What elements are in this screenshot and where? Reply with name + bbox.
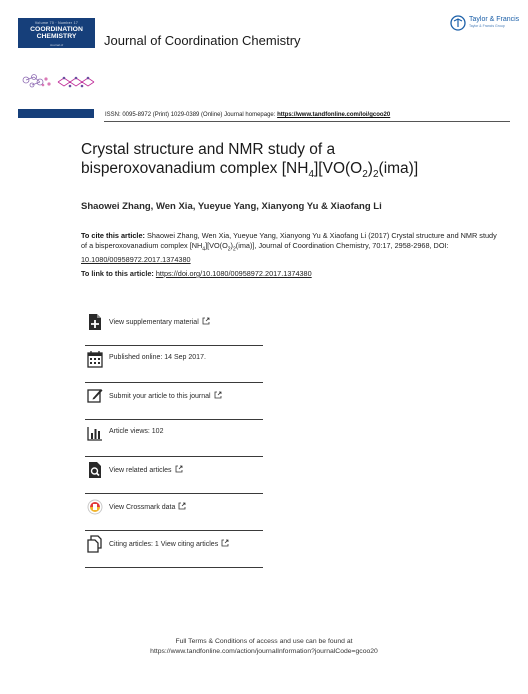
footer-terms-link[interactable]: https://www.tandfonline.com/action/journalInformation?journalCode=gcoo20 <box>150 647 378 655</box>
article-url-link[interactable]: https://doi.org/10.1080/00958972.2017.1374380 <box>155 269 312 278</box>
taylor-francis-logo-icon <box>450 15 466 31</box>
external-link-icon <box>175 465 183 473</box>
citing-articles-icon <box>87 535 103 553</box>
citation-block <box>81 231 501 264</box>
title-sub-2a: 2 <box>362 168 368 180</box>
title-text-d: (ima)] <box>378 159 419 177</box>
article-authors: Shaowei Zhang, Wen Xia, Yueyue Yang, Xianyong Yu & Xiaofang Li <box>81 201 382 212</box>
external-link-icon <box>214 391 222 399</box>
cover-journal-name: COORDINATION CHEMISTRY <box>30 26 83 40</box>
publisher-logo[interactable] <box>450 15 520 33</box>
article-actions-list <box>85 309 263 568</box>
link-to-article <box>81 269 312 278</box>
action-submit-article[interactable] <box>85 383 263 420</box>
supplementary-icon <box>87 313 103 331</box>
header-color-bar <box>18 109 94 118</box>
crossmark-icon <box>87 498 103 516</box>
doi-link[interactable]: 10.1080/00958972.2017.1374380 <box>81 254 191 264</box>
action-published-online <box>85 346 263 383</box>
journal-title[interactable]: Journal of Coordination Chemistry <box>104 33 301 48</box>
cite-text-b: ][VO(O <box>205 240 228 250</box>
action-view-supplementary[interactable] <box>85 309 263 346</box>
title-line-1: Crystal structure and NMR study of a <box>81 141 336 158</box>
cite-sub-2a: 2 <box>227 246 231 253</box>
issn-line <box>105 112 390 118</box>
cover-top-text: Volume 70 · Number 17 <box>34 21 79 25</box>
cite-text-d: (ima)], Journal of Coordination Chemistry, 70:17, 2958-2968, DOI: <box>235 240 449 250</box>
article-title <box>81 141 501 184</box>
edit-icon <box>87 387 103 405</box>
terms-footer <box>0 637 528 656</box>
action-label: View supplementary material <box>109 317 210 326</box>
external-link-icon <box>178 502 186 510</box>
bar-chart-icon <box>87 424 103 442</box>
molecule-graphic <box>18 70 98 94</box>
action-label: View related articles <box>109 465 183 474</box>
journal-cover-thumbnail <box>18 18 95 48</box>
cite-text-a: Shaowei Zhang, Wen Xia, Yueyue Yang, Xianyong Yu & Xiaofang Li (2017) Crystal structure and NMR study of a bisperoxovanadium complex [NH <box>81 231 497 250</box>
cite-sub-4: 4 <box>202 246 206 253</box>
title-sub-4: 4 <box>308 168 314 180</box>
cite-text-c: ) <box>230 240 233 250</box>
publisher-sub: Taylor & Francis Group <box>469 24 505 28</box>
calendar-icon <box>87 350 103 368</box>
header-divider <box>104 121 510 122</box>
action-label: View Crossmark data <box>109 502 186 511</box>
publisher-name: Taylor & Francis <box>469 16 520 23</box>
footer-line-1: Full Terms & Conditions of access and use can be found at <box>175 638 353 645</box>
title-text-b: ][VO(O <box>314 159 363 177</box>
action-label: Published online: 14 Sep 2017. <box>109 354 206 361</box>
action-citing-articles[interactable] <box>85 531 263 568</box>
external-link-icon <box>202 317 210 325</box>
link-label: To link to this article: <box>81 269 156 278</box>
action-label: Article views: 102 <box>109 428 164 435</box>
action-label: Citing articles: 1 View citing articles <box>109 539 229 548</box>
title-text-c: ) <box>367 159 373 177</box>
action-crossmark[interactable] <box>85 494 263 531</box>
external-link-icon <box>221 539 229 547</box>
title-text-a: bisperoxovanadium complex [NH <box>81 159 309 177</box>
cite-sub-2b: 2 <box>232 246 236 253</box>
action-label: Submit your article to this journal <box>109 391 222 400</box>
journal-homepage-link[interactable]: https://www.tandfonline.com/loi/gcoo20 <box>277 112 391 118</box>
title-line-2 <box>81 160 501 185</box>
action-related-articles[interactable] <box>85 457 263 494</box>
title-sub-2b: 2 <box>372 168 379 180</box>
issn-text: ISSN: 0095-8972 (Print) 1029-0389 (Online) Journal homepage: <box>105 112 278 118</box>
cite-label: To cite this article: <box>81 231 145 240</box>
cover-sub-text: Journal of <box>49 42 64 47</box>
related-articles-icon <box>87 461 103 479</box>
molecule-structure-icon <box>18 70 98 94</box>
action-article-views <box>85 420 263 457</box>
